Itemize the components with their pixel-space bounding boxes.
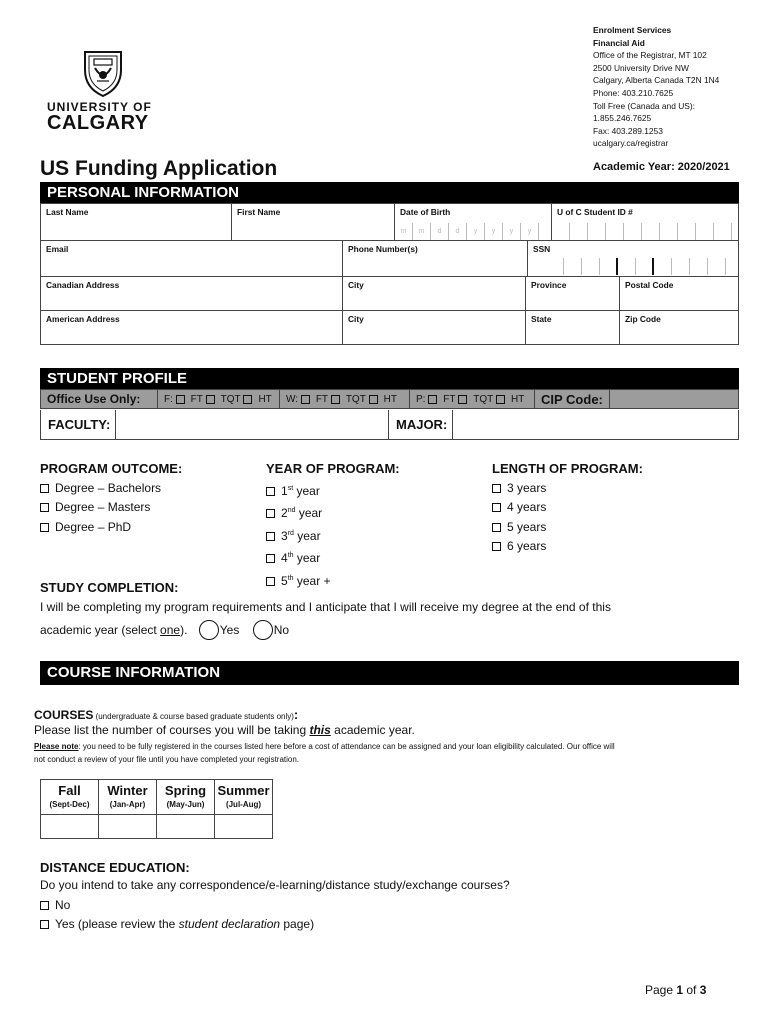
please-note: Please note: you need to be fully registered in the courses listed here before a cost of attendance can be assigned and your loan eligibility calculated. Our office will not conduct a review of your file until you have completed your registration. [34, 742, 615, 764]
spring-count-input[interactable] [157, 815, 215, 839]
canadian-address-label: Canadian Address [46, 280, 120, 290]
distance-education-question: Do you intend to take any correspondence/e-learning/distance study/exchange courses? [40, 878, 510, 892]
study-completion-line1: I will be completing my program requirements and I anticipate that I will receive my degree at the end of this [40, 600, 611, 614]
checkbox[interactable] [40, 503, 49, 512]
american-address-label: American Address [46, 314, 120, 324]
personal-info-heading: PERSONAL INFORMATION [40, 182, 739, 203]
personal-info-grid [40, 203, 739, 345]
zip-code-label: Zip Code [625, 314, 661, 324]
phone-label: Phone Number(s) [348, 244, 418, 254]
winter-status-group: W: FT TQT HT [280, 390, 410, 408]
faculty-label: FACULTY: [41, 410, 116, 439]
university-of-text: UNIVERSITY OF [47, 100, 152, 114]
dob-box[interactable]: m [395, 223, 413, 240]
student-id-boxes [552, 223, 732, 240]
length-option[interactable]: 5 years [492, 518, 643, 538]
dob-box[interactable]: d [431, 223, 449, 240]
contact-line: Fax: 403.289.1253 [593, 125, 663, 136]
dob-box[interactable]: y [503, 223, 521, 240]
winter-count-input[interactable] [99, 815, 157, 839]
major-label: MAJOR: [389, 410, 453, 439]
dob-box[interactable]: y [467, 223, 485, 240]
radio-circle-icon[interactable] [199, 620, 219, 640]
length-option[interactable]: 4 years [492, 498, 643, 518]
postal-code-label: Postal Code [625, 280, 674, 290]
year-of-program-section [266, 459, 400, 592]
fall-count-input[interactable] [41, 815, 99, 839]
program-outcome-option[interactable]: Degree – PhD [40, 518, 182, 538]
academic-year: Academic Year: 2020/2021 [593, 161, 730, 173]
checkbox[interactable] [492, 542, 501, 551]
dob-label: Date of Birth [400, 207, 451, 217]
contact-line: 2500 University Drive NW [593, 62, 689, 73]
cip-code-label: CIP Code: [535, 390, 610, 408]
program-outcome-section [40, 459, 182, 537]
first-name-label: First Name [237, 207, 281, 217]
province-label: Province [531, 280, 567, 290]
checkbox[interactable] [428, 395, 437, 404]
dob-box[interactable]: d [449, 223, 467, 240]
student-profile-heading: STUDENT PROFILE [40, 368, 739, 389]
checkbox[interactable] [492, 523, 501, 532]
radio-circle-icon[interactable] [253, 620, 273, 640]
term-fall: Fall (Sept-Dec) [41, 780, 99, 815]
checkbox[interactable] [266, 554, 275, 563]
province-field[interactable] [526, 277, 620, 311]
dob-box[interactable]: y [485, 223, 503, 240]
term-winter: Winter (Jan-Apr) [99, 780, 157, 815]
checkbox[interactable] [492, 484, 501, 493]
state-label: State [531, 314, 552, 324]
student-id-label: U of C Student ID # [557, 207, 633, 217]
canadian-address-field[interactable] [41, 277, 343, 311]
length-option[interactable]: 3 years [492, 479, 643, 499]
program-outcome-option[interactable]: Degree – Masters [40, 498, 182, 518]
faculty-input[interactable] [116, 410, 389, 439]
dob-box[interactable]: m [413, 223, 431, 240]
contact-line: Office of the Registrar, MT 102 [593, 50, 707, 61]
contact-line: Phone: 403.210.7625 [593, 87, 674, 98]
fall-status-group: F: FT TQT HT [158, 390, 280, 408]
checkbox[interactable] [40, 484, 49, 493]
checkbox[interactable] [266, 532, 275, 541]
contact-line: Calgary, Alberta Canada T2N 1N4 [593, 75, 720, 86]
year-option[interactable]: 5th year + [266, 569, 400, 592]
course-info-heading: COURSE INFORMATION [40, 661, 739, 685]
last-name-label: Last Name [46, 207, 89, 217]
checkbox[interactable] [266, 509, 275, 518]
checkbox[interactable] [243, 395, 252, 404]
study-completion-line2: academic year (select one). Yes No [40, 620, 289, 640]
checkbox[interactable] [40, 523, 49, 532]
distance-no-option[interactable]: No [40, 898, 70, 912]
city-field[interactable] [343, 277, 526, 311]
contact-unit: Financial Aid [593, 37, 645, 48]
checkbox[interactable] [176, 395, 185, 404]
crest-icon [82, 48, 124, 98]
contact-line: 1.855.246.7625 [593, 113, 652, 124]
major-input[interactable] [453, 410, 738, 439]
postal-code-field[interactable] [620, 277, 738, 311]
year-option[interactable]: 2nd year [266, 501, 400, 524]
course-count-table [40, 779, 273, 839]
office-use-row [40, 389, 739, 409]
zip-code-field[interactable] [620, 311, 738, 344]
year-option[interactable]: 3rd year [266, 524, 400, 547]
ssn-label: SSN [533, 244, 551, 254]
checkbox[interactable] [266, 487, 275, 496]
length-of-program-heading: LENGTH OF PROGRAM: [492, 461, 643, 476]
program-outcome-option[interactable]: Degree – Bachelors [40, 479, 182, 499]
email-label: Email [46, 244, 69, 254]
length-option[interactable]: 6 years [492, 537, 643, 557]
form-title: US Funding Application [40, 157, 278, 180]
contact-line: Toll Free (Canada and US): [593, 100, 695, 111]
office-use-label: Office Use Only: [41, 390, 158, 408]
contact-line: ucalgary.ca/registrar [593, 138, 669, 149]
contact-block [593, 24, 763, 150]
calgary-text: CALGARY [47, 112, 149, 134]
american-address-field[interactable] [41, 311, 343, 344]
distance-yes-option[interactable]: Yes (please review the student declaration page) [40, 917, 314, 931]
checkbox[interactable] [496, 395, 505, 404]
year-option[interactable]: 1st year [266, 479, 400, 502]
distance-education-heading: DISTANCE EDUCATION: [40, 860, 190, 875]
checkbox[interactable] [301, 395, 310, 404]
city2-field[interactable] [343, 311, 526, 344]
city-label: City [348, 280, 364, 290]
summer-count-input[interactable] [215, 815, 273, 839]
page-indicator: Page 1 of 3 [645, 983, 707, 997]
checkbox[interactable] [266, 577, 275, 586]
ssn-boxes [546, 258, 726, 275]
checkbox[interactable] [40, 920, 49, 929]
checkbox[interactable] [206, 395, 215, 404]
program-outcome-heading: PROGRAM OUTCOME: [40, 461, 183, 476]
year-option[interactable]: 4th year [266, 546, 400, 569]
state-field[interactable] [526, 311, 620, 344]
city2-label: City [348, 314, 364, 324]
term-spring: Spring (May-Jun) [157, 780, 215, 815]
checkbox[interactable] [40, 901, 49, 910]
first-name-field[interactable] [232, 204, 395, 241]
courses-label-line: COURSES (undergraduate & course based graduate students only): [34, 707, 299, 722]
courses-instruction: Please list the number of courses you will be taking this academic year. [34, 723, 415, 737]
spring-status-group: P: FT TQT HT [410, 390, 535, 408]
email-field[interactable] [41, 241, 343, 277]
contact-dept: Enrolment Services [593, 25, 672, 35]
phone-field[interactable] [343, 241, 528, 277]
year-of-program-heading: YEAR OF PROGRAM: [266, 461, 400, 476]
yes-radio[interactable]: Yes [199, 623, 240, 637]
faculty-major-row [40, 410, 739, 440]
no-radio[interactable]: No [253, 623, 289, 637]
study-completion-heading: STUDY COMPLETION: [40, 580, 179, 595]
last-name-field[interactable] [41, 204, 232, 241]
dob-box[interactable]: y [521, 223, 539, 240]
term-summer: Summer (Jul-Aug) [215, 780, 273, 815]
dob-boxes [395, 223, 539, 240]
checkbox[interactable] [458, 395, 467, 404]
checkbox[interactable] [492, 503, 501, 512]
checkbox[interactable] [369, 395, 378, 404]
length-of-program-section [492, 459, 643, 557]
checkbox[interactable] [331, 395, 340, 404]
